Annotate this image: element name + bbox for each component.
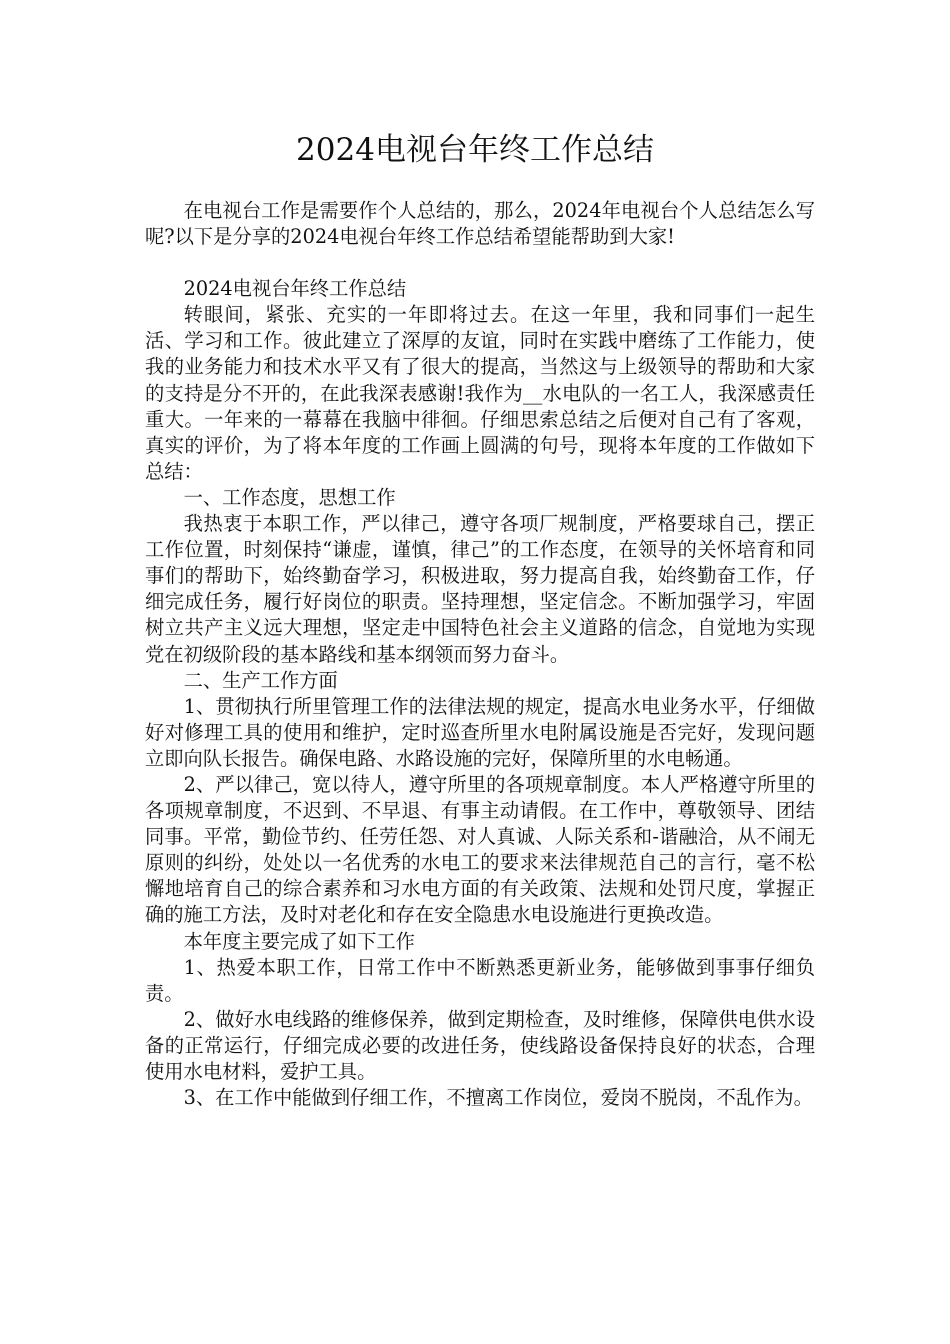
list-item: 1、贯彻执行所里管理工作的法律法规的规定，提高水电业务水平，仔细做好对修理工具的使用和维护，定时巡查所里水电附属设施是否完好，发现问题立即向队长报告。确保电路、水路设施的完好，保障所里的水电畅通。 (145, 694, 815, 770)
section-heading-production: 二、生产工作方面 (183, 668, 338, 692)
document-title: 2024电视台年终工作总结 (296, 132, 654, 168)
section-heading-summary: 2024电视台年终工作总结 (183, 277, 407, 301)
intro-paragraph: 在电视台工作是需要作个人总结的，那么，2024年电视台个人总结怎么写呢?以下是分享的2024电视台年终工作总结希望能帮助到大家! (145, 199, 815, 249)
list-item: 1、热爱本职工作，日常工作中不断熟悉更新业务，能够做到事事仔细负责。 (145, 955, 815, 1005)
section-heading-attitude: 一、工作态度，思想工作 (183, 485, 396, 509)
body-paragraph: 我热衷于本职工作，严以律己，遵守各项厂规制度，严格要球自己，摆正工作位置，时刻保持“谦虚，谨慎，律己”的工作态度，在领导的关怀培育和同事们的帮助下，始终勤奋学习，积极进取，努力提高自我，始终勤奋工作，仔细完成任务，履行好岗位的职责。坚持理想，坚定信念。不断加强学习，牢固树立共产主义远大理想，坚定走中国特色社会主义道路的信念，自觉地为实现党在初级阶段的基本路线和基本纲领而努力奋斗。 (145, 512, 815, 666)
document-body (145, 198, 815, 1111)
body-paragraph: 转眼间，紧张、充实的一年即将过去。在这一年里，我和同事们一起生活、学习和工作。彼此建立了深厚的友谊，同时在实践中磨练了工作能力，使我的业务能力和技术水平又有了很大的提高，当然这与上级领导的帮助和大家的支持是分不开的，在此我深表感谢!我作为__水电队的一名工人，我深感责任重大。一年来的一幕幕在我脑中徘徊。仔细思索总结之后便对自己有了客观，真实的评价，为了将本年度的工作画上圆满的句号，现将本年度的工作做如下总结： (145, 303, 815, 483)
section-heading-completed-work: 本年度主要完成了如下工作 (183, 929, 415, 953)
list-item: 2、做好水电线路的维修保养，做到定期检查，及时维修，保障供电供水设备的正常运行，仔细完成必要的改进任务，使线路设备保持良好的状态，合理使用水电材料，爱护工具。 (145, 1007, 815, 1083)
list-item: 3、在工作中能做到仔细工作，不擅离工作岗位，爱岗不脱岗，不乱作为。 (183, 1086, 813, 1110)
list-item: 2、严以律己，宽以待人，遵守所里的各项规章制度。本人严格遵守所里的各项规章制度，不迟到、不早退、有事主动请假。在工作中，尊敬领导、团结同事。平常，勤俭节约、任劳任怨、对人真诚、人际关系和-谐融洽，从不闹无原则的纠纷，处处以一名优秀的水电工的要求来法律规范自己的言行，毫不松懈地培育自己的综合素养和习水电方面的有关政策、法规和处罚尺度，掌握正确的施工方法，及时对老化和存在安全隐患水电设施进行更换改造。 (145, 772, 815, 927)
